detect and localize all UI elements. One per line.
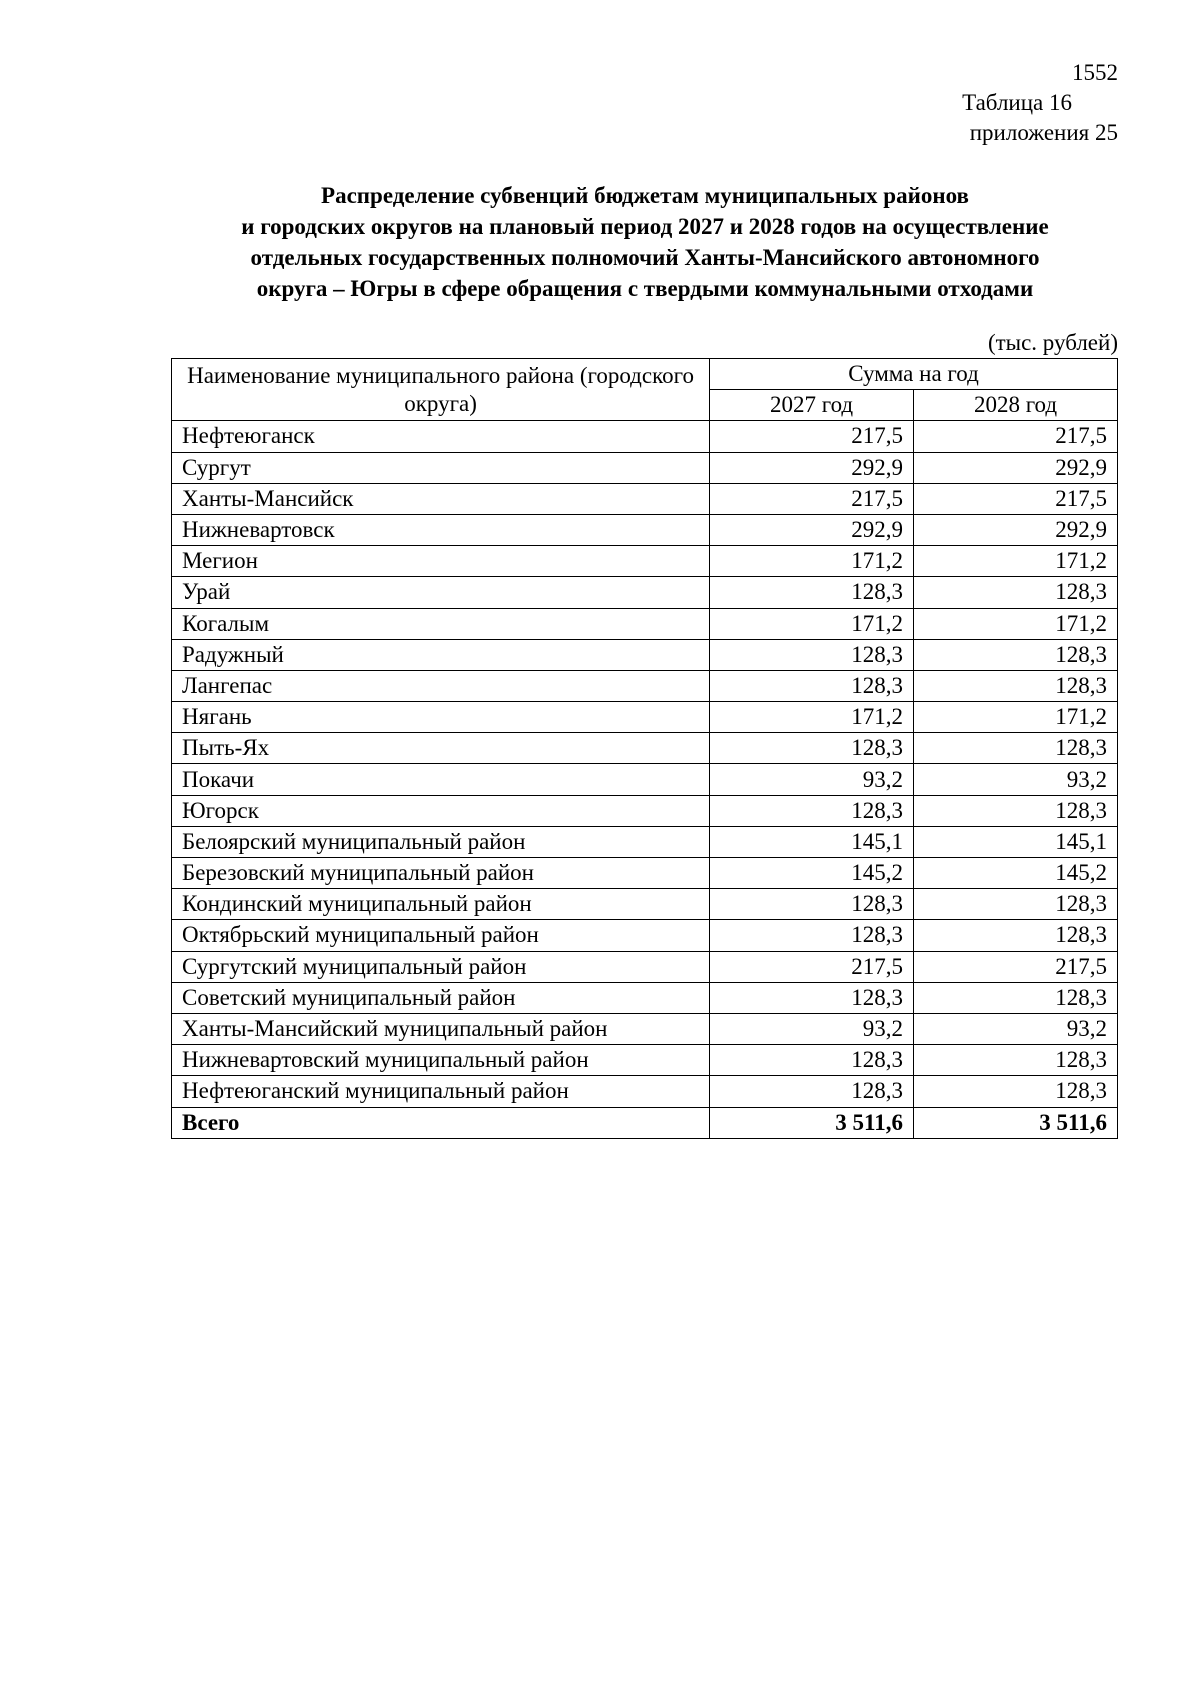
amount-2027: 292,9: [710, 452, 914, 483]
amount-2028: 171,2: [914, 702, 1118, 733]
amount-2027: 292,9: [710, 514, 914, 545]
table-row: [172, 1045, 1118, 1076]
amount-2028: 128,3: [914, 982, 1118, 1013]
amount-2028: 171,2: [914, 546, 1118, 577]
municipality-name: Кондинский муниципальный район: [172, 889, 710, 920]
amount-2027: 93,2: [710, 1013, 914, 1044]
header-year-2028: 2028 год: [914, 390, 1118, 421]
amount-2027: 128,3: [710, 733, 914, 764]
table-row: [172, 577, 1118, 608]
amount-2028: 145,2: [914, 858, 1118, 889]
municipality-name: Ханты-Мансийский муниципальный район: [172, 1013, 710, 1044]
table-row: [172, 951, 1118, 982]
amount-2027: 171,2: [710, 546, 914, 577]
header-sum-per-year: Сумма на год: [710, 359, 1118, 390]
municipality-name: Радужный: [172, 639, 710, 670]
amount-2028: 217,5: [914, 483, 1118, 514]
amount-2027: 217,5: [710, 421, 914, 452]
table-row: [172, 889, 1118, 920]
amount-2027: 217,5: [710, 483, 914, 514]
municipality-name: Покачи: [172, 764, 710, 795]
municipality-name: Нягань: [172, 702, 710, 733]
municipality-name: Всего: [172, 1107, 710, 1138]
municipality-name: Когалым: [172, 608, 710, 639]
table-row: [172, 1076, 1118, 1107]
amount-2028: 145,1: [914, 826, 1118, 857]
units-label: (тыс. рублей): [987, 330, 1118, 355]
table-row: [172, 670, 1118, 701]
table-row: [172, 733, 1118, 764]
amount-2028: 128,3: [914, 889, 1118, 920]
municipality-name: Сургут: [172, 452, 710, 483]
table-row: [172, 639, 1118, 670]
municipality-name: Мегион: [172, 546, 710, 577]
amount-2027: 128,3: [710, 920, 914, 951]
table-row: [172, 702, 1118, 733]
municipality-name: Нижневартовск: [172, 514, 710, 545]
amount-2028: 128,3: [914, 670, 1118, 701]
amount-2027: 128,3: [710, 670, 914, 701]
municipality-name: Нефтеюганский муниципальный район: [172, 1076, 710, 1107]
table-row: [172, 982, 1118, 1013]
amount-2028: 128,3: [914, 577, 1118, 608]
amount-2027: 171,2: [710, 702, 914, 733]
municipality-name: Пыть-Ях: [172, 733, 710, 764]
amount-2028: 128,3: [914, 920, 1118, 951]
table-row: [172, 546, 1118, 577]
table-row: [172, 514, 1118, 545]
municipality-name: Березовский муниципальный район: [172, 858, 710, 889]
amount-2028: 217,5: [914, 421, 1118, 452]
amount-2028: 128,3: [914, 733, 1118, 764]
amount-2028: 93,2: [914, 1013, 1118, 1044]
amount-2027: 128,3: [710, 982, 914, 1013]
document-title: [120, 180, 1170, 304]
table-row: [172, 1013, 1118, 1044]
amount-2027: 3 511,6: [710, 1107, 914, 1138]
municipality-name: Сургутский муниципальный район: [172, 951, 710, 982]
header-municipality: Наименование муниципального района (городского округа): [172, 359, 710, 421]
table-row: [172, 858, 1118, 889]
table-row: [172, 421, 1118, 452]
amount-2028: 292,9: [914, 452, 1118, 483]
amount-2027: 128,3: [710, 639, 914, 670]
total-row: [172, 1107, 1118, 1138]
table-row: [172, 452, 1118, 483]
amount-2028: 128,3: [914, 1045, 1118, 1076]
municipality-name: Советский муниципальный район: [172, 982, 710, 1013]
municipality-name: Урай: [172, 577, 710, 608]
amount-2027: 128,3: [710, 795, 914, 826]
amount-2028: 93,2: [914, 764, 1118, 795]
table-row: [172, 608, 1118, 639]
page-header: [962, 58, 1118, 148]
amount-2028: 128,3: [914, 639, 1118, 670]
title-line: и городских округов на плановый период 2027 и 2028 годов на осуществление: [241, 214, 1049, 239]
amount-2027: 217,5: [710, 951, 914, 982]
page-number: 1552: [1072, 60, 1118, 85]
subsidy-table: [171, 358, 1118, 1139]
amount-2028: 171,2: [914, 608, 1118, 639]
municipality-name: Белоярский муниципальный район: [172, 826, 710, 857]
table-row: [172, 826, 1118, 857]
header-year-2027: 2027 год: [710, 390, 914, 421]
municipality-name: Ханты-Мансийск: [172, 483, 710, 514]
amount-2028: 292,9: [914, 514, 1118, 545]
title-line: округа – Югры в сфере обращения с твердыми коммунальными отходами: [256, 276, 1034, 301]
table-row: [172, 764, 1118, 795]
amount-2028: 217,5: [914, 951, 1118, 982]
table-row: [172, 920, 1118, 951]
amount-2027: 145,1: [710, 826, 914, 857]
municipality-name: Нижневартовский муниципальный район: [172, 1045, 710, 1076]
municipality-name: Лангепас: [172, 670, 710, 701]
municipality-name: Октябрьский муниципальный район: [172, 920, 710, 951]
amount-2028: 128,3: [914, 1076, 1118, 1107]
title-line: отдельных государственных полномочий Ханты-Мансийского автономного: [250, 245, 1040, 270]
amount-2027: 128,3: [710, 577, 914, 608]
title-line: Распределение субвенций бюджетам муниципальных районов: [321, 183, 969, 208]
amount-2027: 93,2: [710, 764, 914, 795]
table-row: [172, 483, 1118, 514]
amount-2028: 128,3: [914, 795, 1118, 826]
appendix-label: приложения 25: [969, 120, 1118, 145]
amount-2027: 128,3: [710, 889, 914, 920]
table-row: [172, 795, 1118, 826]
amount-2027: 128,3: [710, 1045, 914, 1076]
amount-2027: 128,3: [710, 1076, 914, 1107]
amount-2027: 145,2: [710, 858, 914, 889]
amount-2027: 171,2: [710, 608, 914, 639]
table-body: [172, 421, 1118, 1138]
municipality-name: Нефтеюганск: [172, 421, 710, 452]
municipality-name: Югорск: [172, 795, 710, 826]
table-label: Таблица 16: [962, 90, 1072, 115]
amount-2028: 3 511,6: [914, 1107, 1118, 1138]
